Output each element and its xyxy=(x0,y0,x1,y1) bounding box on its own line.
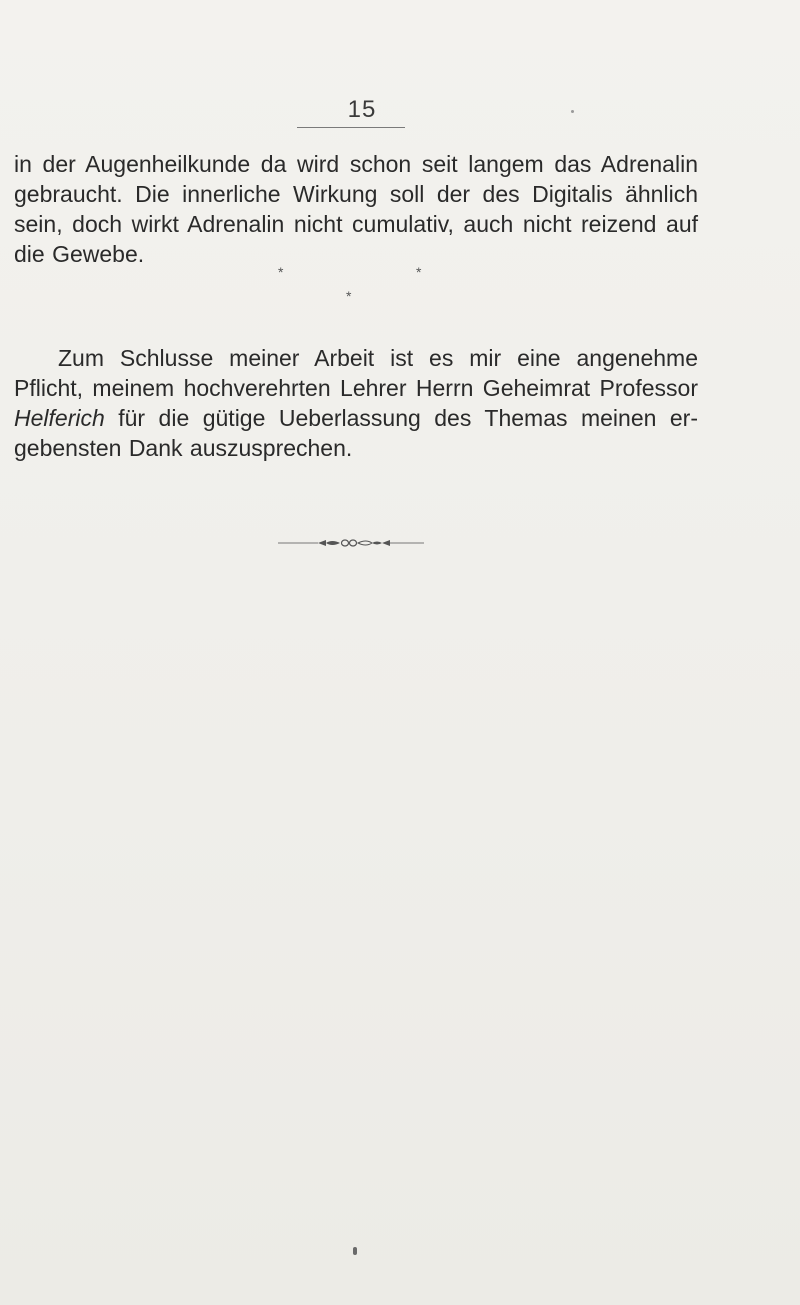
text-line: in der Augenheilkunde da wird schon seit langem das Adrenalin xyxy=(14,151,698,177)
asterism-star: * xyxy=(278,264,284,280)
text-line: Zum Schlusse meiner Arbeit ist es mir eine angenehme xyxy=(58,345,698,371)
paragraph-adrenalin xyxy=(14,149,698,269)
end-ornament-icon xyxy=(278,537,424,549)
paragraph-acknowledgement xyxy=(14,343,698,463)
text-line: sein, doch wirkt Adrenalin nicht cumulativ, auch nicht reizend auf xyxy=(14,211,698,237)
asterism-star: * xyxy=(346,288,352,304)
text-line: gebensten Dank auszusprechen. xyxy=(14,435,353,461)
text-line: gebraucht. Die innerliche Wirkung soll der des Digitalis ähnlich xyxy=(14,181,698,207)
ink-speck xyxy=(353,1247,357,1255)
paper-spot xyxy=(571,110,574,113)
text-segment: für die gütige Ueberlassung des Themas meinen er- xyxy=(104,405,698,431)
text-line: Pflicht, meinem hochverehrten Lehrer Herrn Geheimrat Professor xyxy=(14,375,698,401)
text-line xyxy=(14,403,698,433)
professor-name: Helferich xyxy=(14,405,105,431)
text-line: die Gewebe. xyxy=(14,241,145,267)
header-rule xyxy=(297,127,405,128)
page-number: 15 xyxy=(347,96,377,123)
asterism-star: * xyxy=(416,264,422,280)
